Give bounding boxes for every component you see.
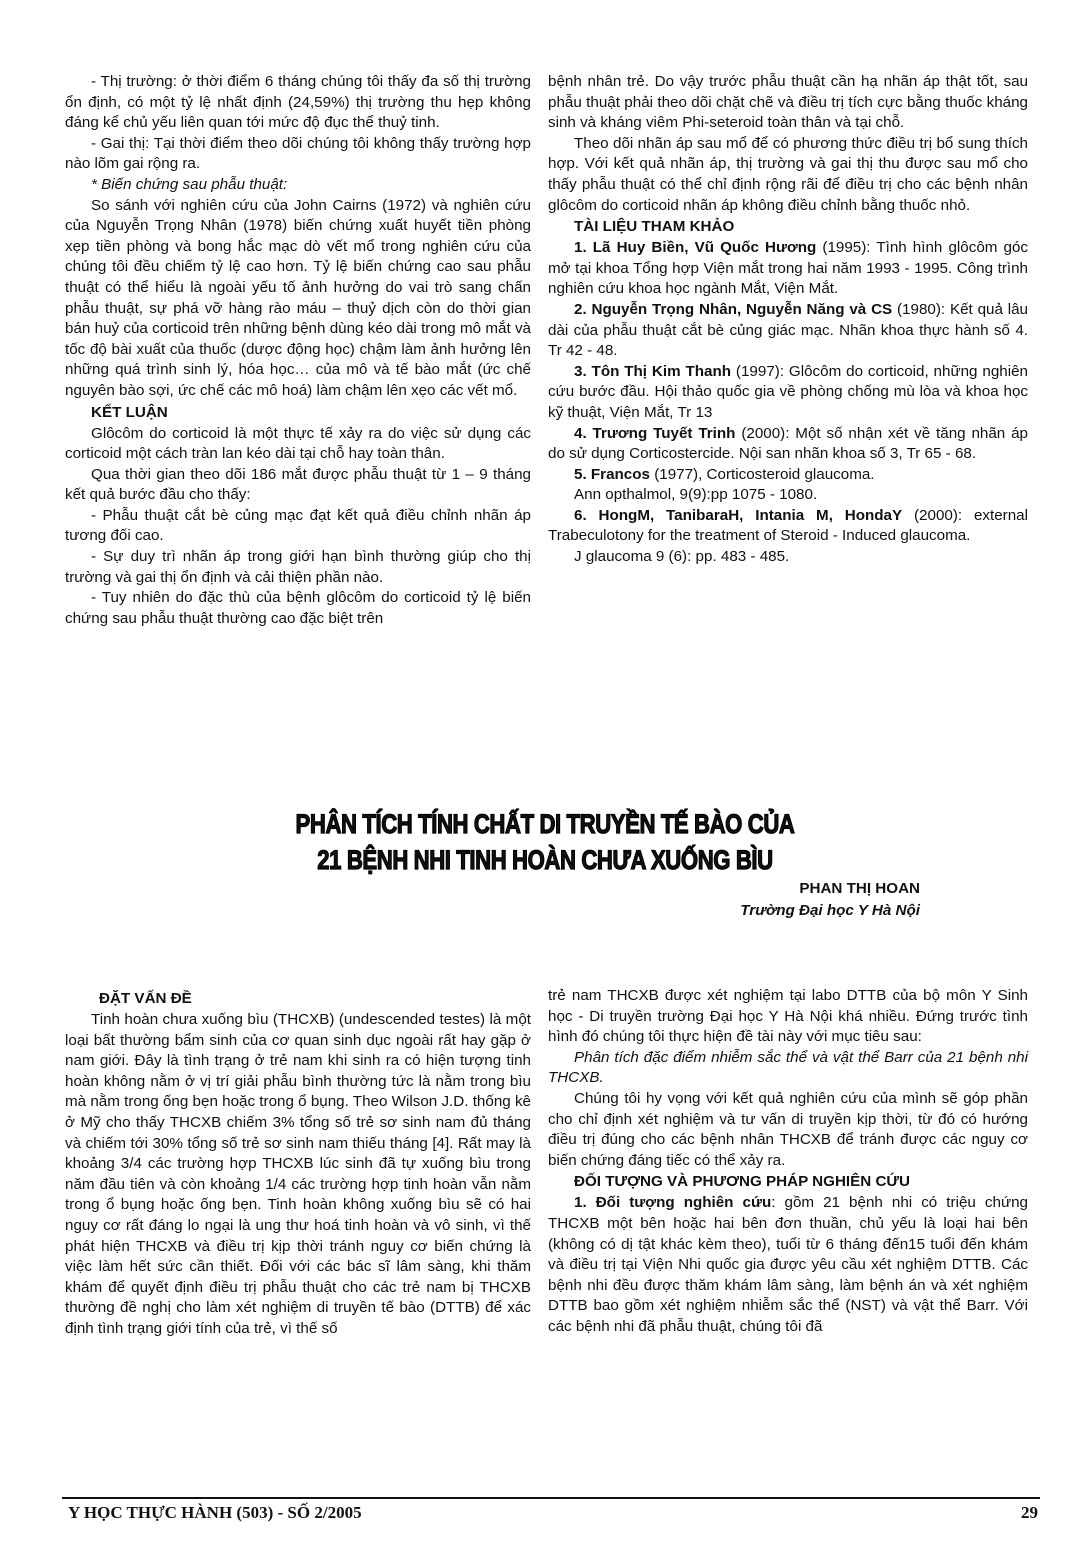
paragraph: Tinh hoàn chưa xuống bìu (THCXB) (undescended testes) là một loại bất thường bẩm sinh của cơ quan sinh dục ngoài rất hay gặp ở nam giới. Đây là tình trạng ở trẻ nam khi sinh ra có hiện tượng tinh hoàn không nằm ở vị trí giải phẫu bình thường tức là nằm trong bìu mà nằm trong ống bẹn hoặc trong ổ bụng. Theo Wilson J.D. thống kê ở Mỹ cho thấy THCXB chiếm 3% tổng số trẻ sơ sinh nam đủ tháng và chiếm tới 30% tổng số trẻ sơ sinh nam thiếu tháng [4]. Rất may là khoảng 3/4 các trường hợp THCXB lúc sinh đã tự xuống bìu trong năm đầu tiên và còn khoảng 1/4 các trường hợp tinh hoàn vẫn nằm trong ổ bụng hoặc ống bẹn. Tinh hoàn không xuống bìu sẽ có hai nguy cơ rất đáng lo ngại là ung thư hoá tinh hoàn và vô sinh, vì thế phát hiện THCXB và điều trị kịp thời tránh nguy cơ biến chứng là việc làm hết sức cần thiết. Đối với các bác sĩ lâm sàng, khi thăm khám để quyết định điều trị phẫu thuật cho các trẻ nam bị THCXB thường đề nghị cho làm xét nghiệm di truyền tế bào (DTTB) để xác định tình trạng giới tính của trẻ, vì thế số [65, 1011, 531, 1337]
reference-item [548, 424, 1028, 465]
reference-authors: 2. Nguyễn Trọng Nhân, Nguyễn Năng và CS [574, 300, 893, 318]
reference-source: Ann opthalmol, 9(9):pp 1075 - 1080. [574, 486, 818, 504]
paragraph: Qua thời gian theo dõi 186 mắt được phẫu thuật từ 1 – 9 tháng kết quả bước đầu cho thấy: [65, 465, 531, 504]
paragraph: - Gai thị: Tại thời điểm theo dõi chúng tôi không thấy trường hợp nào lõm gai rộng ra. [65, 134, 531, 173]
reference-text: (1980): Kết quả lâu dài của phẫu thuật cắt bè củng giác mạc. Nhãn khoa thực hành số 4. Tr 42 - 48. [548, 300, 1029, 360]
paragraph: So sánh với nghiên cứu của John Cairns (1972) và nghiên cứu của Nguyễn Trọng Nhân (1978) biến chứng xuất huyết tiền phòng xẹp tiền phòng và bong hắc mạc dò vết mổ trong nghiên cứu của chúng tôi đều chiếm tỷ lệ cao hơn. Tỷ lệ biến chứng cao sau phẫu thuật có thể hiểu là ngoài yếu tố ảnh hưởng do vai trò sang chấn phẫu thuật, sự phá vỡ hàng rào máu – thuỷ dịch còn do thời gian bán huỷ của corticoid trên những bệnh dùng kéo dài trong mô mắt và tốc độ bài xuất của thuốc (dược động học) chậm làm ảnh hưởng lên những quá trình sinh lý, hóa học… của mô và tế bào mắt (ức chế nguyên bào sợi, ức chế các mô hoá) làm chậm lên xẹo các vết mổ. [65, 196, 531, 399]
paragraph: - Sự duy trì nhãn áp trong giới hạn bình thường giúp cho thị trường và gai thị ổn định và cải thiện phần nào. [65, 548, 531, 586]
reference-item [548, 465, 1028, 486]
paragraph: Chúng tôi hy vọng với kết quả nghiên cứu của mình sẽ góp phần cho chỉ định xét nghiệm và tư vấn di truyền kịp thời, từ đó có hướng điều trị đúng cho các bệnh nhân THCXB để tránh được các nguy cơ biến chứng đáng tiếc có thể xảy ra. [548, 1089, 1028, 1169]
reference-text: (2000): external Trabeculotony for the treatment of Steroid - Induced glaucoma. [548, 506, 1028, 545]
reference-authors: 6. HongM, TanibaraH, Intania M, HondaY [574, 506, 903, 524]
paragraph [548, 1193, 1028, 1337]
section-heading: ĐẶT VẤN ĐỀ [99, 990, 192, 1007]
reference-text: (2000): Một số nhận xét về tăng nhãn áp do sử dụng Corticostercide. Nội san nhãn khoa số 3, Tr 65 - 68. [548, 424, 1028, 463]
paragraph: trẻ nam THCXB được xét nghiệm tại labo DTTB của bộ môn Y Sinh học - Di truyền trường Đại học Y Hà Nội khá nhiều. Đứng trước tình hình đó chúng tôi thực hiện đề tài này với mục tiêu sau: [548, 987, 1028, 1046]
author-name: PHAN THỊ HOAN [799, 880, 920, 897]
reference-text: (1995): Tình hình glôcôm góc mở tại khoa Tổng hợp Viện mắt trong hai năm 1993 - 1995. Công trình nghiên cứu khoa học ngành Mắt, Viện Mắt. [548, 239, 1028, 298]
paragraph: bệnh nhân trẻ. Do vậy trước phẫu thuật cần hạ nhãn áp thật tốt, sau phẫu thuật phải theo dõi chặt chẽ và điều trị tích cực bằng thuốc kháng sinh và kháng viêm Phi-seteroid toàn thân và tại chỗ. [548, 73, 1028, 132]
section-heading: TÀI LIỆU THAM KHẢO [574, 218, 735, 236]
reference-item [548, 362, 1028, 424]
paragraph: Theo dõi nhãn áp sau mổ để có phương thức điều trị bổ sung thích hợp. Với kết quả nhãn áp, thị trường và gai thị thu được sau mổ cho thấy phẫu thuật có thể chỉ định rộng rãi để điều trị cho các bệnh nhân glôcôm do corticoid nhãn áp không điều chỉnh bằng thuốc nhỏ. [548, 134, 1028, 214]
reference-item [548, 300, 1028, 362]
author-block [740, 878, 920, 922]
reference-text: (1977), Corticosteroid glaucoma. [649, 465, 875, 483]
journal-footer: Y HỌC THỰC HÀNH (503) - SỐ 2/2005 [68, 1503, 362, 1522]
section-heading: KẾT LUẬN [91, 403, 168, 421]
paragraph-text: : gồm 21 bệnh nhi có triệu chứng THCXB một bên hoặc hai bên đơn thuần, chủ yếu là loại hai bên (không có dị tật khác kèm theo), tuổi từ 6 tháng đến15 tuổi đến khám và điều trị tại Viện Nhi quốc gia được yêu cầu xét nghiệm DTTB. Các bệnh nhi đều được thăm khám lâm sàng, làm bệnh án và xét nghiệm DTTB bao gồm xét nghiệm nhiễm sắc thể (NST) và vật thể Barr. Với các bệnh nhi đã phẫu thuật, chúng tôi đã [548, 1194, 1028, 1335]
paragraph: Glôcôm do corticoid là một thực tế xảy ra do việc sử dụng các corticoid một cách tràn lan kéo dài tại chỗ hay toàn thân. [65, 424, 531, 463]
author-affiliation: Trường Đại học Y Hà Nội [740, 902, 920, 919]
footer-divider [62, 1497, 1040, 1499]
reference-source: J glaucoma 9 (6): pp. 483 - 485. [574, 548, 790, 566]
reference-authors: 3. Tôn Thị Kim Thanh [574, 362, 732, 380]
section-heading: ĐỐI TƯỢNG VÀ PHƯƠNG PHÁP NGHIÊN CỨU [574, 1173, 910, 1191]
article-title [98, 806, 992, 878]
top-left-column [65, 72, 531, 629]
reference-authors: 5. Francos [574, 465, 650, 483]
bottom-right-column [548, 986, 1028, 1338]
page-number: 29 [1021, 1503, 1038, 1522]
paragraph: - Phẫu thuật cắt bè củng mạc đạt kết quả điều chỉnh nhãn áp tương đối cao. [65, 506, 531, 545]
reference-text: (1997): Glôcôm do corticoid, những nghiên cứu bước đầu. Hội thảo quốc gia về phòng chống mù lòa và khoa học kỹ thuật, Viện Mắt, Tr 13 [548, 362, 1028, 421]
paragraph: - Tuy nhiên do đặc thù của bệnh glôcôm do corticoid tỷ lệ biến chứng sau phẫu thuật thường cao đặc biệt trên [65, 589, 531, 627]
paragraph-lead: 1. Đối tượng nghiên cứu [574, 1194, 772, 1212]
bottom-left-column [65, 988, 531, 1340]
reference-authors: 1. Lã Huy Biền, Vũ Quốc Hương [574, 239, 817, 257]
objective: Phân tích đặc điểm nhiễm sắc thể và vật thể Barr của 21 bệnh nhi THCXB. [548, 1048, 1028, 1087]
top-right-column [548, 72, 1028, 568]
reference-authors: 4. Trương Tuyết Trinh [574, 424, 736, 442]
title-line: 21 BỆNH NHI TINH HOÀN CHƯA XUỐNG BÌU [317, 845, 773, 875]
paragraph: - Thị trường: ở thời điểm 6 tháng chúng tôi thấy đa số thị trường ổn định, có một tỷ lệ nhất định (24,59%) thị trường thu hẹp không đáng kể chủ yếu liên quan tới mức độ đục thể thuỷ tinh. [65, 73, 531, 132]
subheading: * Biến chứng sau phẫu thuật: [91, 175, 288, 193]
reference-item [548, 506, 1028, 547]
title-line: PHÂN TÍCH TÍNH CHẤT DI TRUYỀN TẾ BÀO CỦA [295, 809, 795, 839]
reference-item [548, 238, 1028, 300]
